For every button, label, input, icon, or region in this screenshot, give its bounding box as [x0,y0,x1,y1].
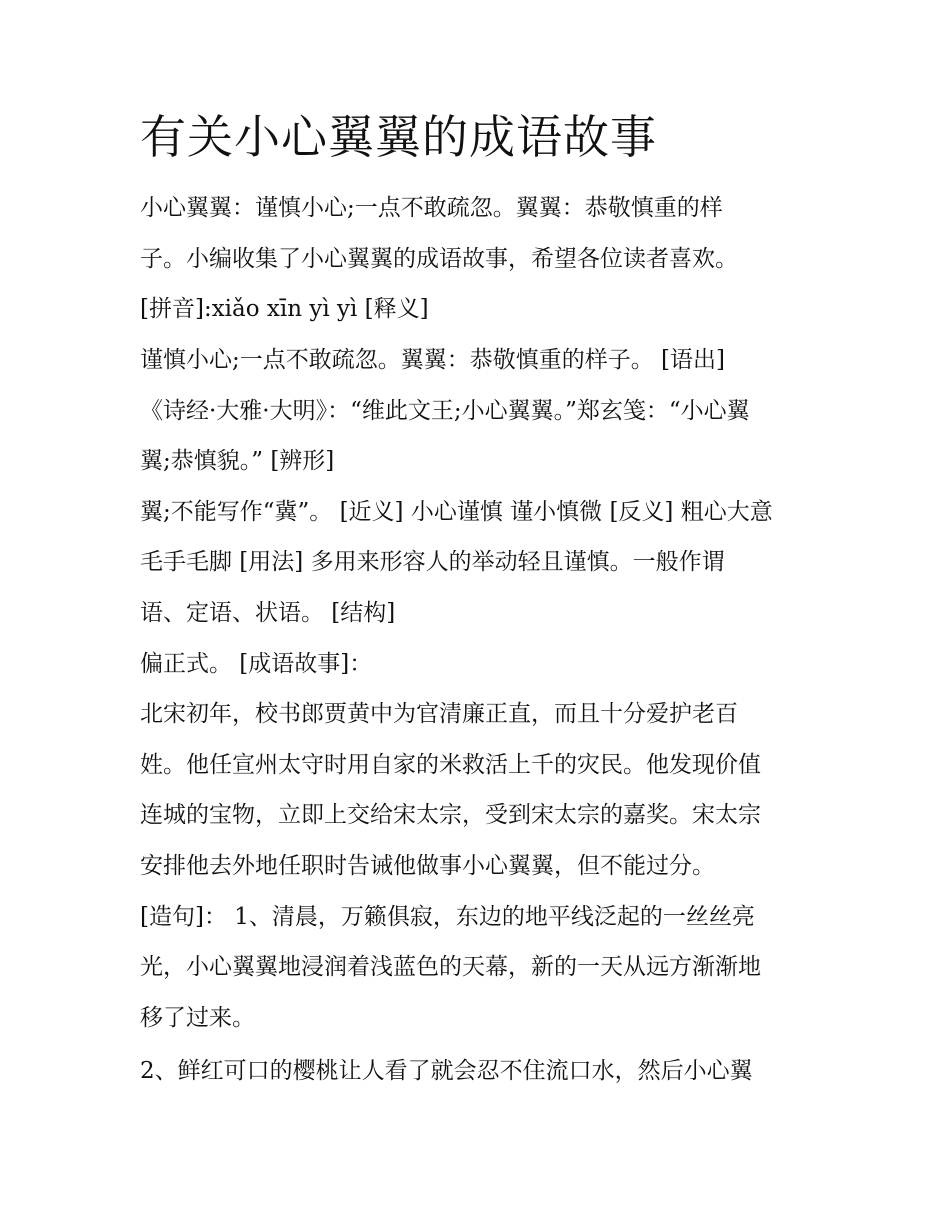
document-title: 有关小心翼翼的成语故事 [140,110,657,164]
text-line: 偏正式。 [成语故事]： [140,650,373,677]
text-line: 语、定语、状语。 [结构] [140,599,396,626]
text-line: 姓。他任宣州太守时用自家的米救活上千的灾民。他发现价值 [140,751,761,778]
text-line: 翼;恭慎貌。” [辨形] [140,448,335,475]
document-content [140,110,820,1097]
text-line: 子。小编收集了小心翼翼的成语故事，希望各位读者喜欢。 [140,245,738,272]
text-line: 安排他去外地任职时告诫他做事小心翼翼，但不能过分。 [140,852,715,879]
text-line: 移了过来。 [140,1004,255,1031]
text-line: 光，小心翼翼地浸润着浅蓝色的天幕，新的一天从远方渐渐地 [140,954,761,981]
text-line: 《诗经·大雅·大明》：“维此文王;小心翼翼。”郑玄笺：“小心翼 [140,397,750,424]
text-line: 谨慎小心;一点不敢疏忽。翼翼：恭敬慎重的样子。 [语出] [140,346,726,373]
text-line: 翼;不能写作“冀”。 [近义] 小心谨慎 谨小慎微 [反义] 粗心大意 [140,498,773,525]
text-line: [拼音]:xiǎo xīn yì yì [释义] [140,296,429,323]
text-line: 2、鲜红可口的樱桃让人看了就会忍不住流口水，然后小心翼 [140,1058,753,1085]
text-line: 连城的宝物，立即上交给宋太宗，受到宋太宗的嘉奖。宋太宗 [140,802,761,829]
text-line: 毛手毛脚 [用法] 多用来形容人的举动轻且谨慎。一般作谓 [140,549,725,576]
text-line: 北宋初年，校书郎贾黄中为官清廉正直，而且十分爱护老百 [140,701,738,728]
text-line: 小心翼翼：谨慎小心;一点不敢疏忽。翼翼：恭敬慎重的样 [140,195,723,222]
text-line: [造句]： 1、清晨，万籁俱寂，东边的地平线泛起的一丝丝亮 [140,903,755,930]
